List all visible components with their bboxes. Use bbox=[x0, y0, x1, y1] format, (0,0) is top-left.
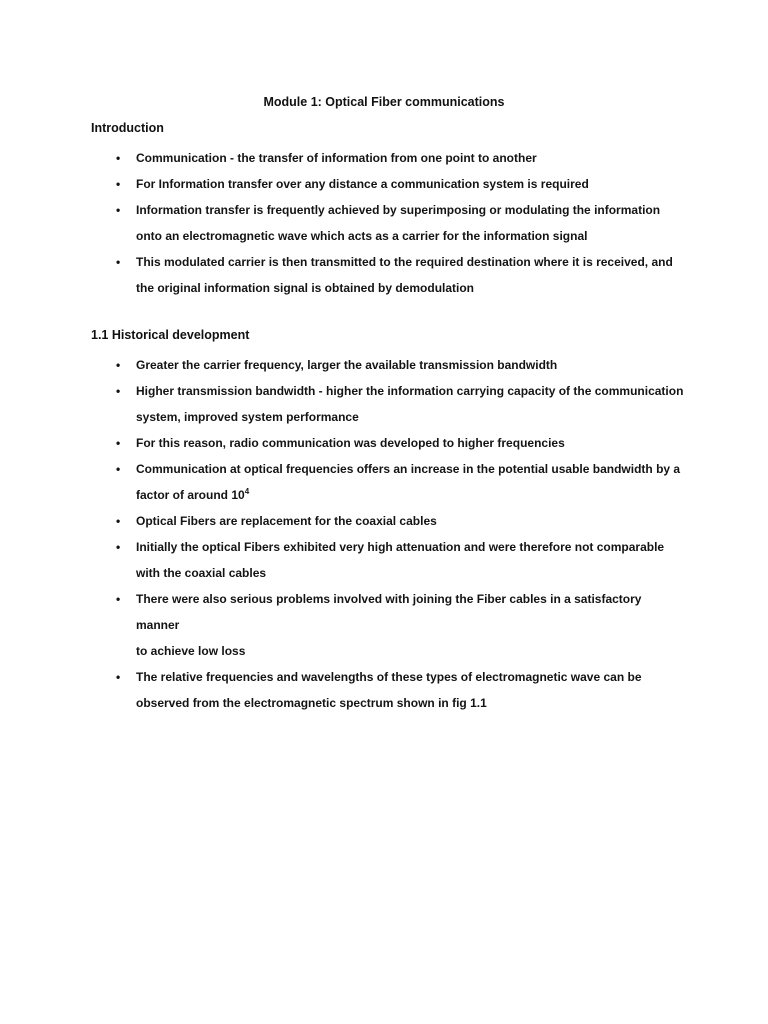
list-item-text: Communication - the transfer of information from one point to another bbox=[136, 151, 537, 165]
list-item bbox=[0, 171, 768, 197]
bullet-icon: • bbox=[116, 358, 121, 372]
list-item-text: This modulated carrier is then transmitted to the required destination where it is received, and bbox=[136, 255, 673, 269]
bullet-icon: • bbox=[116, 592, 121, 606]
list-item bbox=[0, 586, 768, 664]
list-item bbox=[0, 145, 768, 171]
list-item-text: Communication at optical frequencies offers an increase in the potential usable bandwidth by a bbox=[136, 462, 681, 476]
list-item-text: Optical Fibers are replacement for the coaxial cables bbox=[136, 514, 437, 528]
list-item-text: The relative frequencies and wavelengths of these types of electromagnetic wave can be bbox=[136, 670, 642, 684]
bullet-icon: • bbox=[116, 384, 121, 398]
bullet-icon: • bbox=[116, 540, 121, 554]
list-item bbox=[0, 352, 768, 378]
list-item-text-continued: observed from the electromagnetic spectrum shown in fig 1.1 bbox=[136, 696, 487, 710]
superscript-exponent: 4 bbox=[244, 487, 250, 496]
list-item bbox=[0, 508, 768, 534]
bullet-icon: • bbox=[116, 514, 121, 528]
bullet-icon: • bbox=[116, 177, 121, 191]
list-item-text-continued: with the coaxial cables bbox=[136, 566, 267, 580]
list-item bbox=[0, 430, 768, 456]
list-item-text: Higher transmission bandwidth - higher the information carrying capacity of the communication bbox=[136, 384, 684, 398]
page-title: Module 1: Optical Fiber communications bbox=[263, 95, 505, 109]
list-item-text: Initially the optical Fibers exhibited very high attenuation and were therefore not comparable bbox=[136, 540, 665, 554]
bullet-icon: • bbox=[116, 255, 121, 269]
list-item-text: For Information transfer over any distance a communication system is required bbox=[136, 177, 589, 191]
bullet-icon: • bbox=[116, 670, 121, 684]
bullet-icon: • bbox=[116, 203, 121, 217]
list-item bbox=[0, 249, 768, 301]
list-item-text: Information transfer is frequently achieved by superimposing or modulating the information bbox=[136, 203, 661, 217]
bullet-list-historical-development bbox=[0, 352, 768, 716]
list-item bbox=[0, 378, 768, 430]
list-item-text-continued: onto an electromagnetic wave which acts as a carrier for the information signal bbox=[136, 229, 588, 243]
list-item bbox=[0, 456, 768, 508]
list-item-text-continued: to achieve low loss bbox=[136, 644, 246, 658]
list-item-text-continued: system, improved system performance bbox=[136, 410, 359, 424]
list-item-text: Greater the carrier frequency, larger the available transmission bandwidth bbox=[136, 358, 558, 372]
list-item-text: There were also serious problems involved with joining the Fiber cables in a satisfactory manner bbox=[136, 592, 642, 632]
list-item-text-continued: the original information signal is obtained by demodulation bbox=[136, 281, 475, 295]
bullet-icon: • bbox=[116, 151, 121, 165]
bullet-icon: • bbox=[116, 436, 121, 450]
section-heading-historical-development: 1.1 Historical development bbox=[91, 328, 250, 342]
section-heading-introduction: Introduction bbox=[91, 121, 164, 135]
bullet-list-introduction bbox=[0, 145, 768, 301]
list-item bbox=[0, 664, 768, 716]
list-item bbox=[0, 534, 768, 586]
list-item-text: For this reason, radio communication was developed to higher frequencies bbox=[136, 436, 565, 450]
list-item-text-continued: factor of around 10 bbox=[136, 488, 245, 502]
bullet-icon: • bbox=[116, 462, 121, 476]
list-item bbox=[0, 197, 768, 249]
